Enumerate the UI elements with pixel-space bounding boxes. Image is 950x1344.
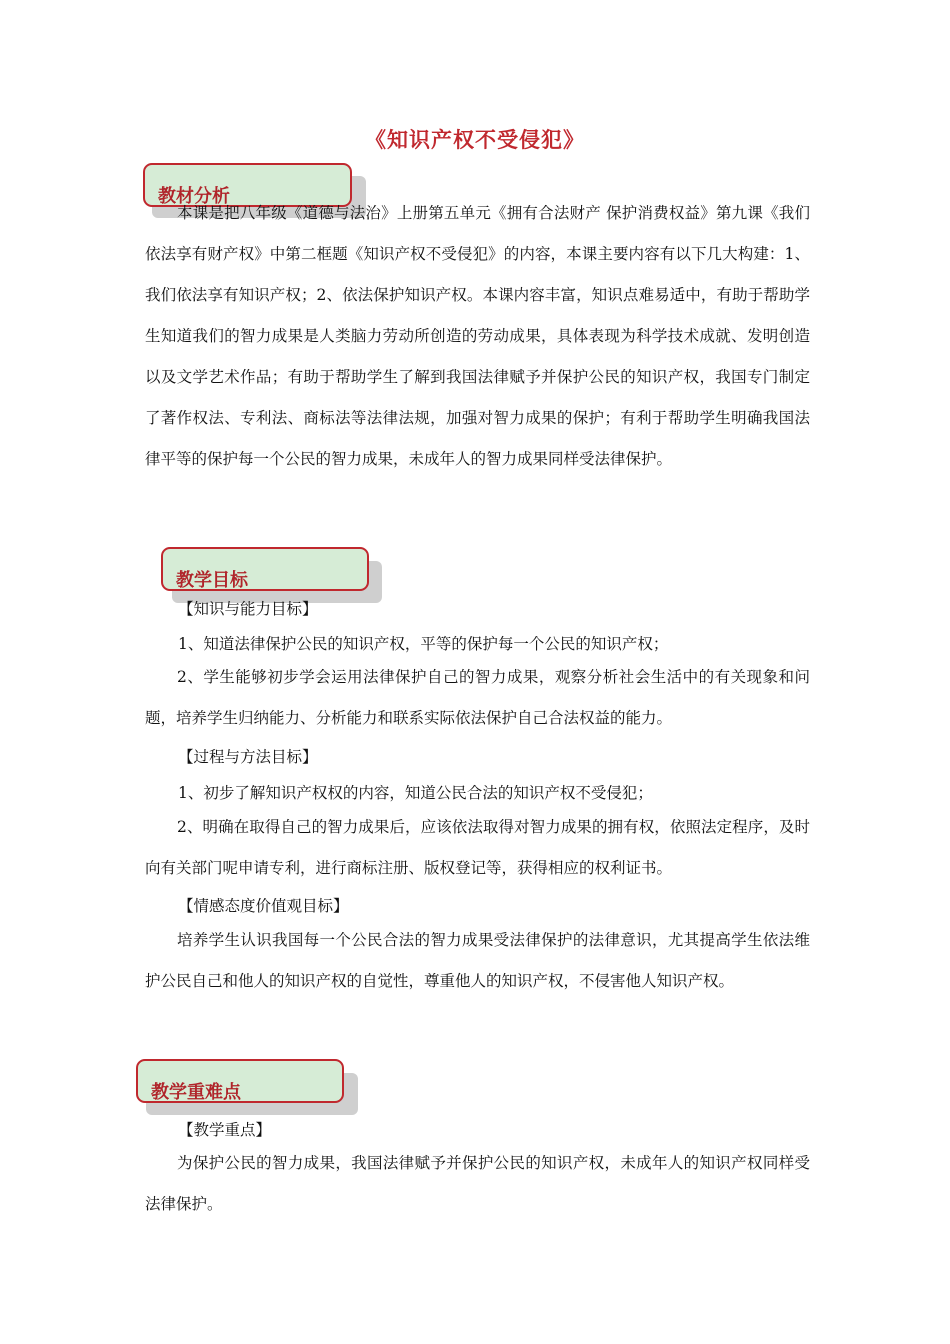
focus-1: 为保护公民的智力成果，我国法律赋予并保护公民的知识产权，未成年人的知识产权同样受法律保护。 (145, 1154, 810, 1213)
focus-label: 【教学重点】 (178, 1121, 272, 1139)
process-goal-1: 1、初步了解知识产权权的内容，知道公民合法的知识产权不受侵犯； (178, 784, 653, 802)
emotion-goal-1: 培养学生认识我国每一个公民合法的智力成果受法律保护的法律意识，尤其提高学生依法维护公民自己和他人的知识产权的自觉性，尊重他人的知识产权，不侵害他人知识产权。 (145, 931, 810, 990)
process-goal-2: 2、明确在取得自己的智力成果后，应该依法取得对智力成果的拥有权，依照法定程序，及时向有关部门呢申请专利，进行商标注册、版权登记等，获得相应的权利证书。 (145, 818, 810, 877)
document-title: 《知识产权不受侵犯》 (365, 128, 585, 152)
heading-key: 教学重难点 (151, 1082, 241, 1103)
knowledge-goal-2: 2、学生能够初步学会运用法律保护自己的智力成果，观察分析社会生活中的有关现象和问题，培养学生归纳能力、分析能力和联系实际依法保护自己合法权益的能力。 (145, 668, 810, 727)
emotion-goal-label: 【情感态度价值观目标】 (178, 897, 349, 915)
analysis-paragraph: 本课是把八年级《道德与法治》上册第五单元《拥有合法财产 保护消费权益》第九课《我们依法享有财产权》中第二框题《知识产权不受侵犯》的内容，本课主要内容有以下几大构建：1、我们依法享有知识产权；2、依法保护知识产权。本课内容丰富，知识点难易适中，有助于帮助学生知道我们的智力成果是人类脑力劳动所创造的劳动成果，具体表现为科学技术成就、发明创造以及文学艺术作品；有助于帮助学生了解到我国法律赋予并保护公民的知识产权，我国专门制定了著作权法、专利法、商标法等法律法规，加强对智力成果的保护；有利于帮助学生明确我国法律平等的保护每一个公民的智力成果，未成年人的智力成果同样受法律保护。 (145, 204, 810, 468)
heading-goals: 教学目标 (176, 570, 248, 591)
knowledge-goal-1: 1、知道法律保护公民的知识产权，平等的保护每一个公民的知识产权； (178, 635, 669, 653)
knowledge-goal-label: 【知识与能力目标】 (178, 600, 318, 618)
heading-analysis: 教材分析 (158, 186, 230, 207)
process-goal-label: 【过程与方法目标】 (178, 748, 318, 766)
